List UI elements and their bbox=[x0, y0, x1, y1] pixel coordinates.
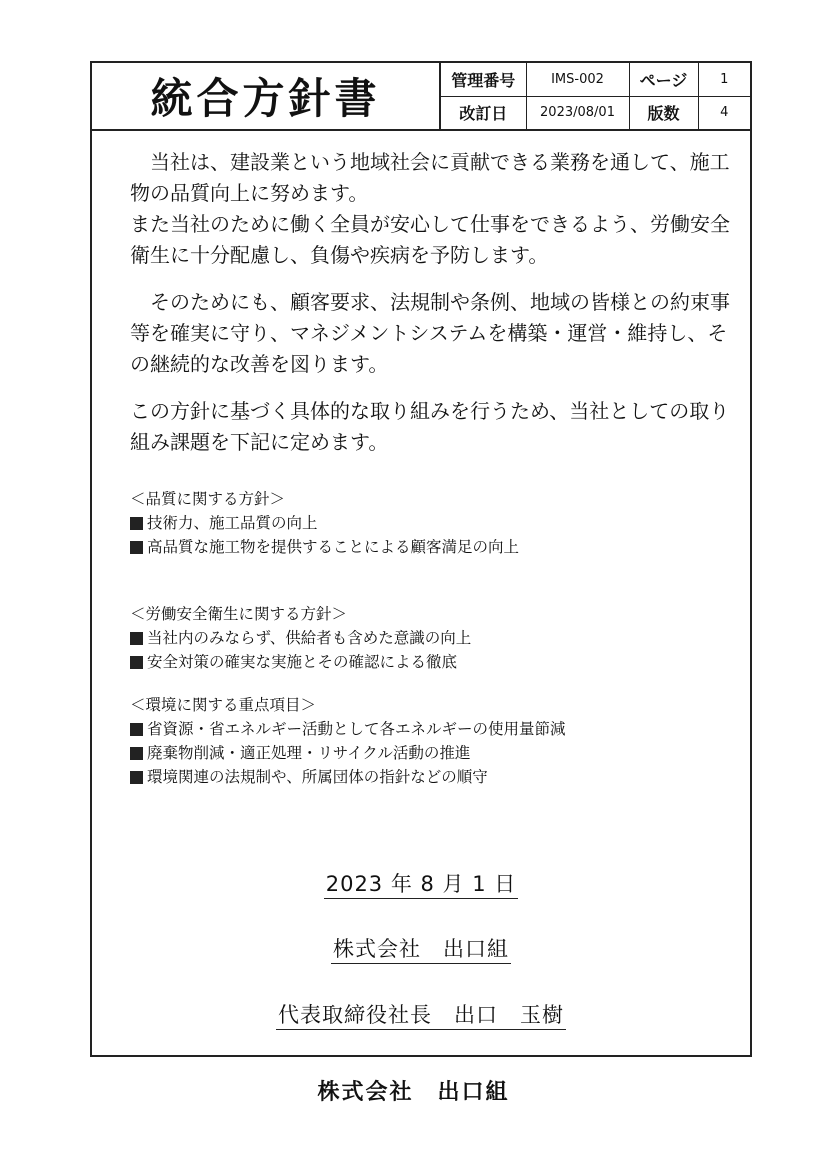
list-item bbox=[130, 626, 730, 650]
list-item-text: 環境関連の法規制や、所属団体の指針などの順守 bbox=[147, 768, 488, 786]
version-label: 版数 bbox=[629, 96, 698, 129]
list-item bbox=[130, 741, 730, 765]
signature-date bbox=[92, 868, 750, 898]
signature-company-text: 株式会社 出口組 bbox=[331, 937, 511, 964]
square-bullet-icon bbox=[130, 656, 143, 669]
list-item bbox=[130, 650, 730, 674]
policy-paragraph-management: そのためにも、顧客要求、法規制や条例、地域の皆様との約束事等を確実に守り、マネジメントシステムを構築・運営・維持し、その継続的な改善を図ります。 bbox=[130, 290, 730, 376]
list-item bbox=[130, 535, 730, 559]
list-item-text: 安全対策の確実な実施とその確認による徹底 bbox=[147, 653, 458, 671]
management-number-label: 管理番号 bbox=[441, 63, 526, 96]
revision-date-value: 2023/08/01 bbox=[526, 96, 629, 129]
quality-policy-heading: ＜品質に関する方針＞ bbox=[130, 490, 286, 508]
signature-date-text: 2023 年 8 月 1 日 bbox=[324, 872, 519, 899]
page-label: ページ bbox=[629, 63, 698, 96]
document-header bbox=[92, 63, 750, 131]
square-bullet-icon bbox=[130, 632, 143, 645]
signature-representative bbox=[92, 999, 750, 1029]
document-title: 統合方針書 bbox=[92, 63, 441, 129]
revision-date-label: 改訂日 bbox=[459, 104, 508, 124]
policy-document bbox=[90, 61, 752, 1057]
policy-paragraph-targets: この方針に基づく具体的な取り組みを行うため、当社としての取り組み課題を下記に定めます。 bbox=[130, 399, 730, 454]
safety-policy-section bbox=[130, 602, 730, 674]
policy-paragraph-safety: また当社のために働く全員が安心して仕事をできるよう、労働安全衛生に十分配慮し、負傷や疾病を予防します。 bbox=[130, 212, 730, 267]
page-value: 1 bbox=[698, 63, 750, 96]
list-item bbox=[130, 717, 730, 741]
list-item bbox=[130, 511, 730, 535]
footer-company-name: 株式会社 出口組 bbox=[317, 1080, 510, 1105]
signature-company bbox=[92, 933, 750, 963]
list-item-text: 高品質な施工物を提供することによる顧客満足の向上 bbox=[147, 538, 520, 556]
environment-policy-heading: ＜環境に関する重点項目＞ bbox=[130, 696, 317, 714]
square-bullet-icon bbox=[130, 771, 143, 784]
version-value: 4 bbox=[698, 96, 750, 129]
list-item-text: 技術力、施工品質の向上 bbox=[147, 514, 318, 532]
list-item-text: 当社内のみならず、供給者も含めた意識の向上 bbox=[147, 629, 472, 647]
list-item bbox=[130, 765, 730, 789]
square-bullet-icon bbox=[130, 723, 143, 736]
management-number-value: IMS-002 bbox=[526, 63, 629, 96]
policy-statement bbox=[130, 147, 730, 458]
square-bullet-icon bbox=[130, 541, 143, 554]
square-bullet-icon bbox=[130, 747, 143, 760]
safety-policy-heading: ＜労働安全衛生に関する方針＞ bbox=[130, 605, 348, 623]
policy-paragraph-quality: 当社は、建設業という地域社会に貢献できる業務を通して、施工物の品質向上に努めます。 bbox=[130, 150, 730, 205]
square-bullet-icon bbox=[130, 517, 143, 530]
list-item-text: 省資源・省エネルギー活動として各エネルギーの使用量節減 bbox=[147, 720, 566, 738]
list-item-text: 廃棄物削減・適正処理・リサイクル活動の推進 bbox=[147, 744, 471, 762]
quality-policy-section bbox=[130, 487, 730, 559]
document-meta-table bbox=[441, 63, 750, 129]
environment-policy-section bbox=[130, 693, 730, 789]
signature-representative-text: 代表取締役社長 出口 玉樹 bbox=[276, 1003, 566, 1030]
